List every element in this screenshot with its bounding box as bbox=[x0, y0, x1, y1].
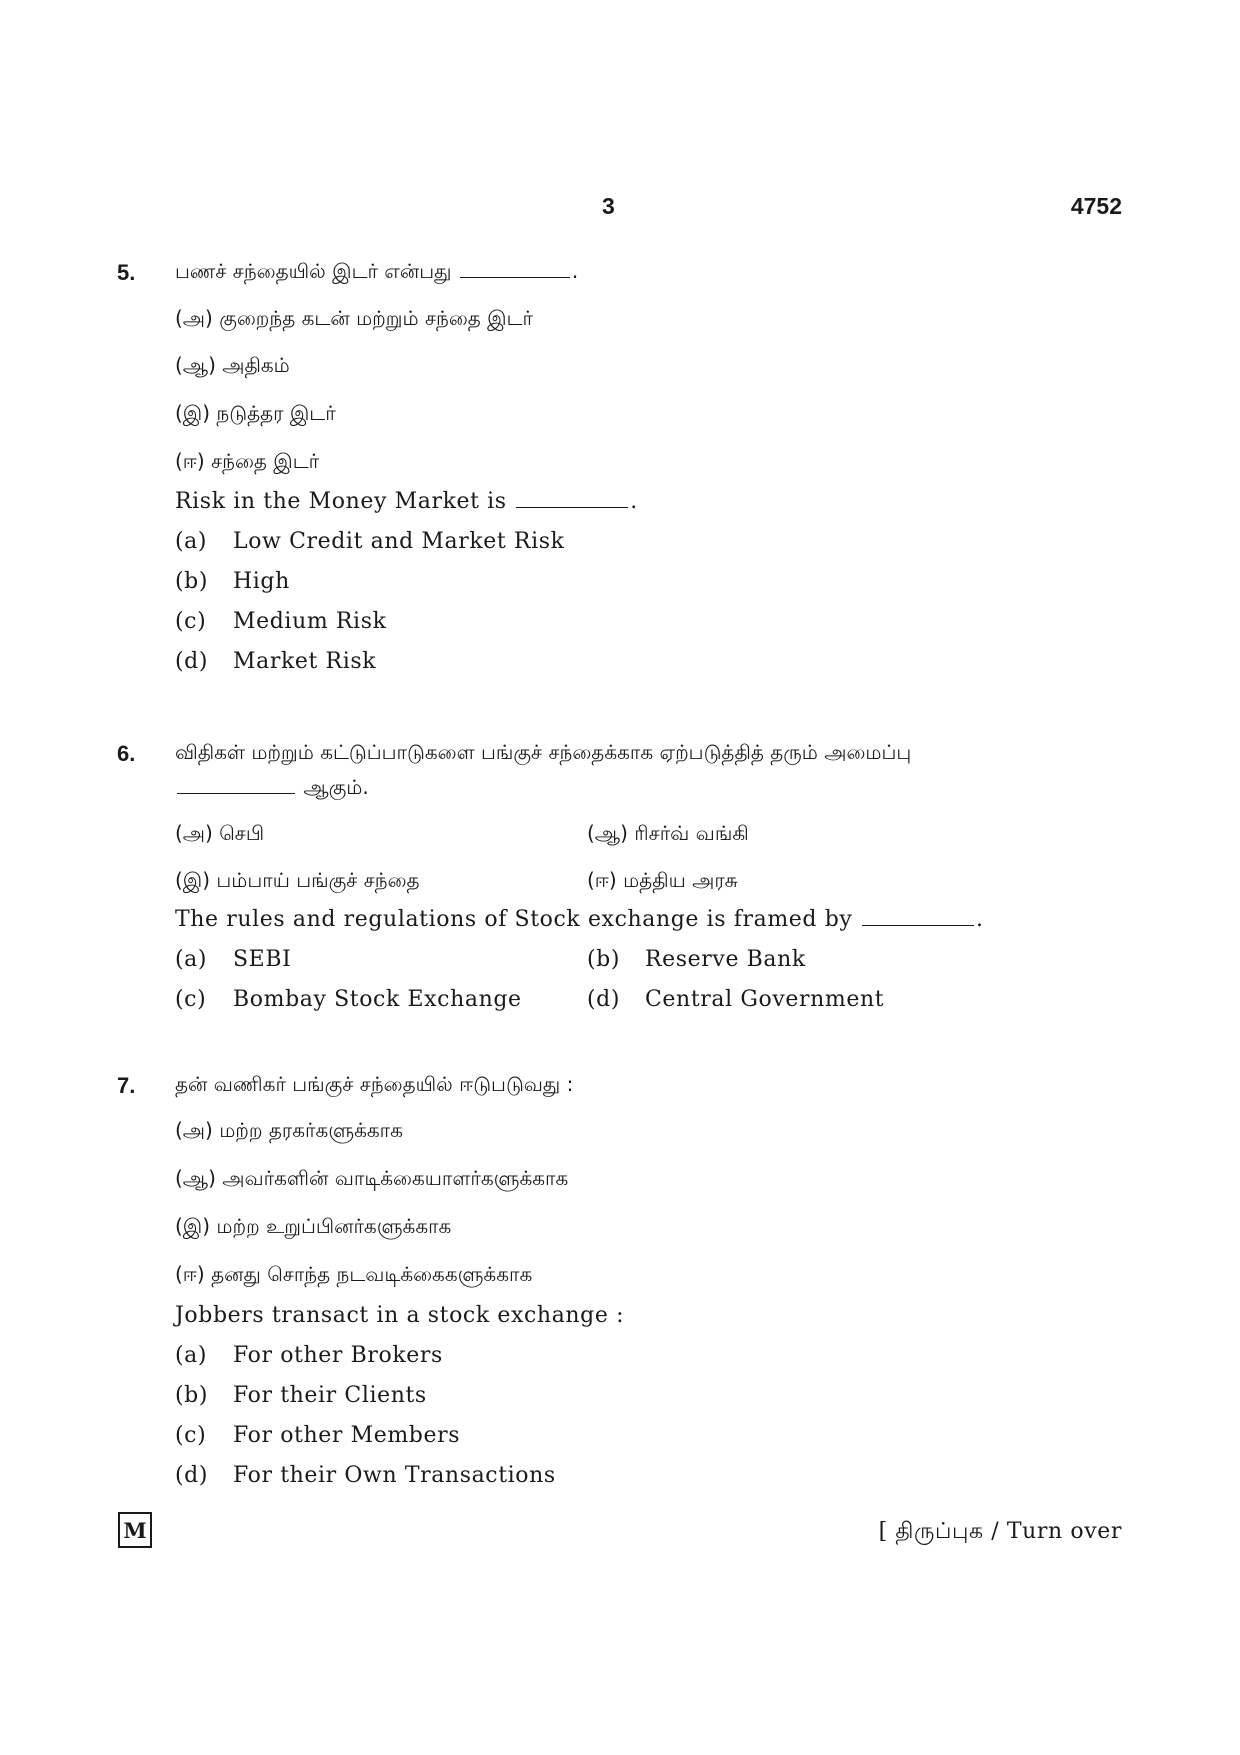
option-text: High bbox=[233, 569, 290, 594]
english-option bbox=[175, 1343, 443, 1368]
option-text: Medium Risk bbox=[233, 609, 387, 634]
option-text: For other Brokers bbox=[233, 1343, 443, 1368]
option-key: (இ) bbox=[175, 401, 211, 425]
option-text: நடுத்தர இடர் bbox=[216, 401, 336, 425]
tamil-option bbox=[175, 353, 290, 380]
option-text: மத்திய அரசு bbox=[623, 868, 738, 892]
option-key: (ஈ) bbox=[175, 449, 205, 473]
question-stem-tamil-line-2 bbox=[175, 775, 369, 802]
option-key: (d) bbox=[587, 987, 621, 1012]
stem-text: The rules and regulations of Stock exchange is framed by bbox=[175, 907, 853, 932]
tamil-option bbox=[175, 1166, 568, 1193]
tamil-option bbox=[175, 449, 319, 476]
option-key: (c) bbox=[175, 609, 207, 634]
option-key: (இ) bbox=[175, 868, 211, 892]
option-key: (அ) bbox=[175, 306, 213, 330]
tamil-option bbox=[175, 306, 533, 333]
english-option bbox=[587, 947, 806, 972]
option-text: For their Own Transactions bbox=[233, 1463, 556, 1488]
option-key: (ஈ) bbox=[175, 1262, 205, 1286]
answer-blank bbox=[177, 792, 295, 794]
option-key: (ஆ) bbox=[175, 353, 216, 377]
option-key: (b) bbox=[587, 947, 621, 972]
option-key: (b) bbox=[175, 569, 209, 594]
tamil-option bbox=[175, 868, 420, 895]
english-option bbox=[175, 947, 291, 972]
option-text: Low Credit and Market Risk bbox=[233, 529, 565, 554]
option-key: (a) bbox=[175, 947, 208, 972]
english-option bbox=[175, 609, 387, 634]
question-number: 7. bbox=[117, 1073, 136, 1098]
tamil-option bbox=[587, 821, 749, 848]
option-key: (ஈ) bbox=[587, 868, 617, 892]
question-stem-english: Risk in the Money Market is . bbox=[175, 489, 638, 514]
medium-mark-box: M bbox=[118, 1512, 152, 1548]
tamil-option bbox=[175, 1262, 532, 1289]
option-key: (அ) bbox=[175, 1118, 213, 1142]
answer-blank bbox=[862, 924, 974, 926]
option-key: (இ) bbox=[175, 1214, 211, 1238]
tamil-option bbox=[175, 1214, 451, 1241]
english-option bbox=[175, 569, 290, 594]
option-text: சந்தை இடர் bbox=[211, 449, 320, 473]
stem-text: ஆகும். bbox=[303, 775, 369, 799]
option-text: மற்ற தரகர்களுக்காக bbox=[219, 1118, 403, 1142]
option-text: மற்ற உறுப்பினர்களுக்காக bbox=[216, 1214, 452, 1238]
option-text: ரிசர்வ் வங்கி bbox=[634, 821, 749, 845]
option-text: குறைந்த கடன் மற்றும் சந்தை இடர் bbox=[219, 306, 533, 330]
option-text: Reserve Bank bbox=[645, 947, 806, 972]
option-text: தனது சொந்த நடவடிக்கைகளுக்காக bbox=[211, 1262, 533, 1286]
page-number: 3 bbox=[602, 193, 615, 219]
option-text: SEBI bbox=[233, 947, 292, 972]
english-option bbox=[175, 1423, 460, 1448]
paper-code: 4752 bbox=[1070, 193, 1122, 219]
option-text: அவர்களின் வாடிக்கையாளர்களுக்காக bbox=[222, 1166, 569, 1190]
option-text: பம்பாய் பங்குச் சந்தை bbox=[216, 868, 420, 892]
option-key: (a) bbox=[175, 1343, 208, 1368]
english-option bbox=[175, 529, 565, 554]
answer-blank bbox=[516, 506, 628, 508]
english-option bbox=[175, 1383, 427, 1408]
question-stem-english: Jobbers transact in a stock exchange : bbox=[175, 1303, 625, 1328]
english-option bbox=[587, 987, 884, 1012]
stem-text: பணச் சந்தையில் இடர் என்பது bbox=[175, 259, 452, 283]
question-stem-tamil: தன் வணிகர் பங்குச் சந்தையில் ஈடுபடுவது : bbox=[175, 1072, 574, 1096]
stem-text: Risk in the Money Market is bbox=[175, 489, 507, 514]
option-key: (c) bbox=[175, 1423, 207, 1448]
english-option bbox=[175, 649, 376, 674]
option-key: (d) bbox=[175, 1463, 209, 1488]
option-key: (அ) bbox=[175, 821, 213, 845]
turn-over-note: [ திருப்புக / Turn over bbox=[878, 1519, 1122, 1544]
option-text: Market Risk bbox=[233, 649, 377, 674]
question-stem-tamil: பணச் சந்தையில் இடர் என்பது . bbox=[175, 259, 579, 283]
option-key: (d) bbox=[175, 649, 209, 674]
english-option bbox=[175, 987, 522, 1012]
tamil-option bbox=[175, 1118, 403, 1145]
question-number: 6. bbox=[117, 741, 136, 766]
answer-blank bbox=[460, 276, 570, 278]
option-text: For other Members bbox=[233, 1423, 461, 1448]
option-key: (c) bbox=[175, 987, 207, 1012]
option-text: அதிகம் bbox=[222, 353, 290, 377]
tamil-option bbox=[587, 868, 738, 895]
option-key: (a) bbox=[175, 529, 208, 554]
question-number: 5. bbox=[117, 260, 136, 285]
option-text: Bombay Stock Exchange bbox=[233, 987, 522, 1012]
english-option bbox=[175, 1463, 556, 1488]
option-key: (ஆ) bbox=[587, 821, 628, 845]
option-text: Central Government bbox=[645, 987, 885, 1012]
question-stem-english: The rules and regulations of Stock exchange is framed by . bbox=[175, 907, 984, 932]
option-text: செபி bbox=[219, 821, 265, 845]
option-key: (ஆ) bbox=[175, 1166, 216, 1190]
question-stem-tamil-line-1: விதிகள் மற்றும் கட்டுப்பாடுகளை பங்குச் சந்தைக்காக ஏற்படுத்தித் தரும் அமைப்பு bbox=[175, 740, 912, 764]
tamil-option bbox=[175, 821, 264, 848]
option-key: (b) bbox=[175, 1383, 209, 1408]
tamil-option bbox=[175, 401, 336, 428]
option-text: For their Clients bbox=[233, 1383, 427, 1408]
